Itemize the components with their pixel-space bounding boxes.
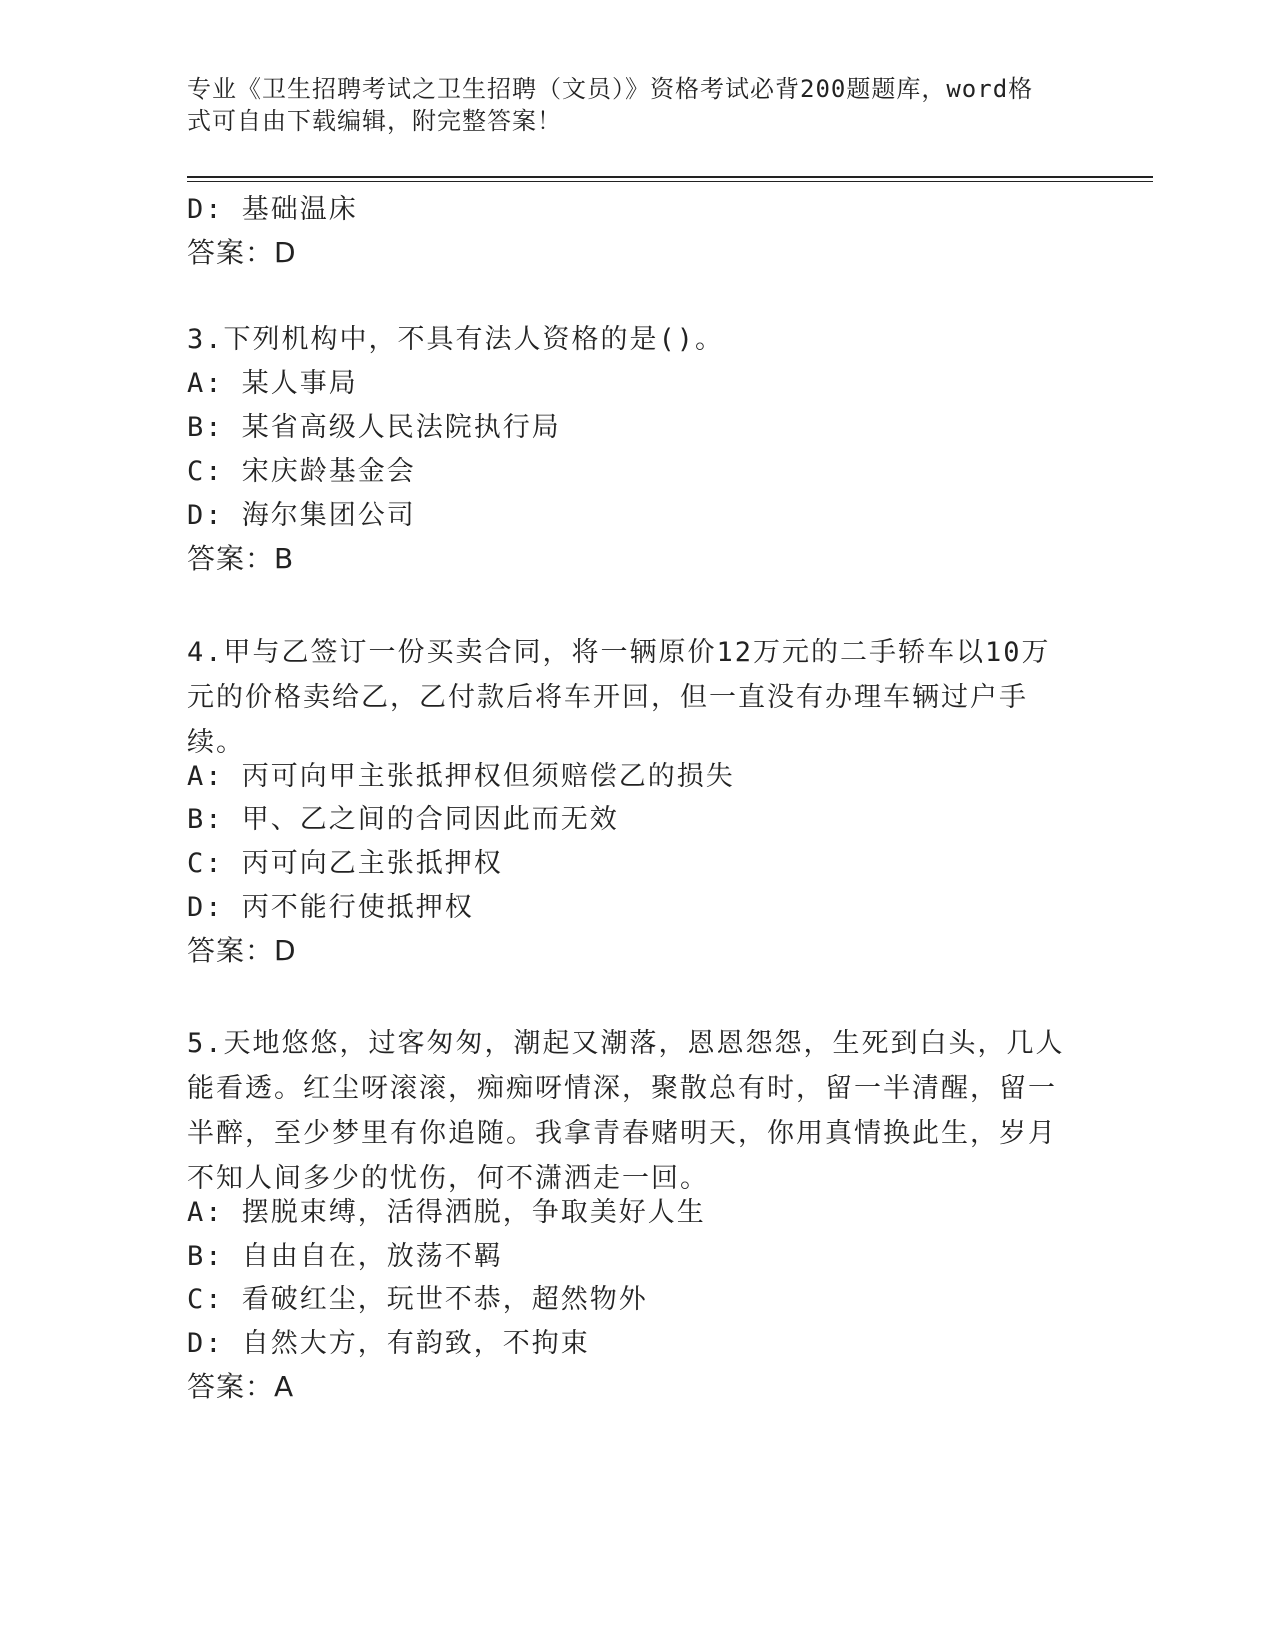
q4-answer: 答案：D (187, 934, 297, 967)
header-rule-thin (187, 181, 1153, 182)
q2-answer: 答案：D (187, 236, 297, 269)
q5-stem: 5.天地悠悠，过客匆匆，潮起又潮落，恩恩怨怨，生死到白头，几人能看透。红尘呀滚滚，痴痴呀情深，聚散总有时，留一半清醒，留一半醉，至少梦里有你追随。我拿青春赌明天，你用真情换此生，岁月不知人间多少的忧伤，何不潇洒走一回。 (187, 1028, 1065, 1194)
q4-option-b: B: 甲、乙之间的合同因此而无效 (187, 804, 619, 835)
q4-option-d: D: 丙不能行使抵押权 (187, 892, 474, 923)
q3-option-c: C: 宋庆龄基金会 (187, 456, 416, 487)
q3-option-b: B: 某省高级人民法院执行局 (187, 412, 561, 443)
q5-option-a: A: 摆脱束缚，活得洒脱，争取美好人生 (187, 1197, 706, 1228)
q3-answer: 答案：B (187, 542, 295, 575)
q5-option-d: D: 自然大方，有韵致，不拘束 (187, 1328, 590, 1359)
q3-option-d: D: 海尔集团公司 (187, 500, 416, 531)
q4-stem: 4.甲与乙签订一份买卖合同，将一辆原价12万元的二手轿车以10万元的价格卖给乙，乙付款后将车开回，但一直没有办理车辆过户手续。 (187, 637, 1051, 758)
q2-option-d: D: 基础温床 (187, 194, 358, 225)
header-rule-thick (187, 176, 1153, 178)
q4-option-c: C: 丙可向乙主张抵押权 (187, 848, 503, 879)
q5-answer: 答案：A (187, 1370, 295, 1403)
q5-option-c: C: 看破红尘，玩世不恭，超然物外 (187, 1284, 648, 1315)
q3-option-a: A: 某人事局 (187, 368, 358, 399)
document-header: 专业《卫生招聘考试之卫生招聘（文员）》资格考试必背200题题库，word格式可自由下载编辑，附完整答案！ (187, 75, 1034, 135)
q3-stem: 3.下列机构中，不具有法人资格的是()。 (187, 324, 725, 355)
q4-option-a: A: 丙可向甲主张抵押权但须赔偿乙的损失 (187, 761, 735, 792)
q5-option-b: B: 自由自在，放荡不羁 (187, 1241, 503, 1272)
